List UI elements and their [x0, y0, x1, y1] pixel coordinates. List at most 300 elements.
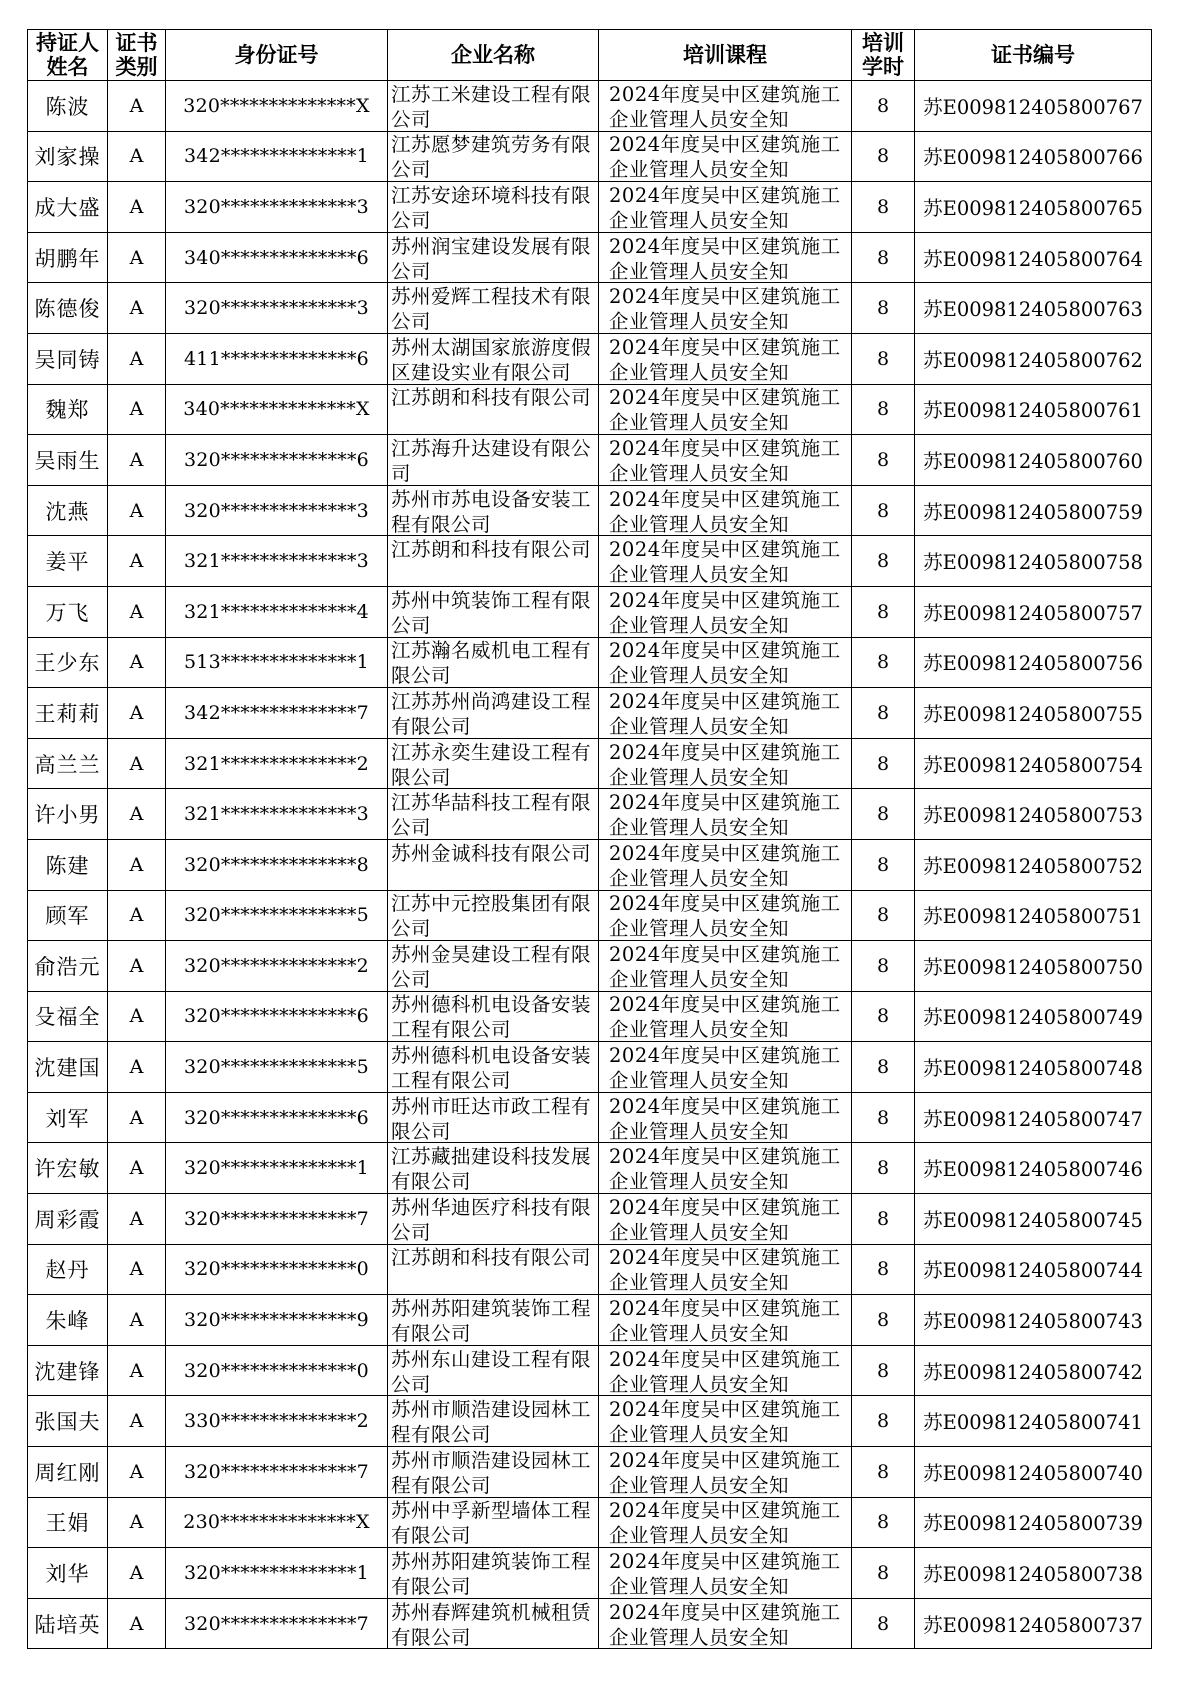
cell-id-number [166, 839, 388, 890]
cell-hours [852, 1042, 915, 1093]
cell-hours-text: 8 [876, 1460, 890, 1483]
cell-id-number [166, 586, 388, 637]
cell-cert-no-text: 苏E009812405800747 [923, 1107, 1143, 1131]
cell-cert-no-text: 苏E009812405800765 [923, 196, 1143, 220]
cell-cert-no [915, 81, 1152, 132]
cell-category-text: A [129, 752, 144, 775]
header-category: 证书 类别 [108, 30, 166, 81]
cell-company-text: 江苏苏州尚鸿建设工程有限公司 [391, 689, 592, 737]
cell-category-text: A [129, 1106, 144, 1129]
cell-hours-text: 8 [876, 701, 890, 724]
table-row [28, 839, 1152, 890]
cell-cert-no [915, 1295, 1152, 1346]
cell-course-text: 2024年度吴中区建筑施工企业管理人员安全知 [609, 1347, 841, 1395]
cell-company-text: 苏州市顺浩建设园林工程有限公司 [391, 1398, 592, 1446]
cell-course [599, 789, 852, 840]
cell-name [28, 1396, 108, 1447]
cell-course [599, 1244, 852, 1295]
cell-course [599, 131, 852, 182]
cell-category-text: A [129, 448, 144, 471]
cell-category [108, 586, 166, 637]
cell-cert-no [915, 1092, 1152, 1143]
table-row [28, 1548, 1152, 1599]
cell-company-text: 苏州苏阳建筑装饰工程有限公司 [391, 1550, 592, 1598]
cell-course [599, 384, 852, 435]
cell-company [388, 536, 599, 587]
cell-course [599, 1042, 852, 1093]
table-row [28, 586, 1152, 637]
cell-id-number-text: 321**************3 [184, 550, 369, 573]
cell-hours-text: 8 [876, 1359, 890, 1382]
cell-category [108, 435, 166, 486]
cell-id-number [166, 1447, 388, 1498]
cell-company [388, 991, 599, 1042]
cell-course [599, 637, 852, 688]
cell-hours [852, 1497, 915, 1548]
cell-cert-no-text: 苏E009812405800766 [923, 146, 1143, 170]
cell-cert-no-text: 苏E009812405800762 [923, 348, 1143, 372]
cell-company-text: 苏州太湖国家旅游度假区建设实业有限公司 [391, 335, 592, 383]
cell-hours [852, 81, 915, 132]
cell-course [599, 435, 852, 486]
cell-company [388, 1548, 599, 1599]
cell-course [599, 991, 852, 1042]
cell-name [28, 283, 108, 334]
cell-course [599, 81, 852, 132]
cell-company-text: 苏州中筑装饰工程有限公司 [391, 588, 592, 636]
cell-category-text: A [129, 398, 144, 421]
cell-hours-text: 8 [876, 803, 890, 826]
cell-cert-no-text: 苏E009812405800752 [923, 854, 1143, 878]
cell-hours-text: 8 [876, 1309, 890, 1332]
cell-name [28, 1497, 108, 1548]
cell-name-text: 沈建锋 [34, 1359, 101, 1384]
cell-name-text: 万飞 [45, 600, 90, 625]
cell-id-number-text: 321**************2 [184, 752, 369, 775]
cell-name-text: 吴同铸 [34, 347, 101, 372]
cell-company-text: 江苏安途环境科技有限公司 [391, 183, 592, 231]
cell-company-text: 苏州中孚新型墙体工程有限公司 [391, 1499, 592, 1547]
cell-company [388, 738, 599, 789]
cell-cert-no [915, 536, 1152, 587]
cell-id-number [166, 1548, 388, 1599]
cell-company [388, 131, 599, 182]
cell-category [108, 789, 166, 840]
cell-id-number-text: 321**************3 [184, 803, 369, 826]
cell-company [388, 637, 599, 688]
table-row [28, 1295, 1152, 1346]
cell-cert-no-text: 苏E009812405800748 [923, 1057, 1143, 1081]
cell-hours-text: 8 [876, 954, 890, 977]
cell-course [599, 485, 852, 536]
cell-category [108, 485, 166, 536]
header-id-number: 身份证号 [166, 30, 388, 81]
cell-cert-no-text: 苏E009812405800758 [923, 551, 1143, 575]
cell-cert-no-text: 苏E009812405800742 [923, 1360, 1143, 1384]
cell-course-text: 2024年度吴中区建筑施工企业管理人员安全知 [609, 133, 841, 181]
cell-course-text: 2024年度吴中区建筑施工企业管理人员安全知 [609, 335, 841, 383]
cell-category-text: A [129, 701, 144, 724]
cell-cert-no [915, 991, 1152, 1042]
cell-cert-no-text: 苏E009812405800746 [923, 1158, 1143, 1182]
cell-name-text: 朱峰 [45, 1309, 90, 1334]
cell-category-text: A [129, 1511, 144, 1534]
cell-course [599, 1295, 852, 1346]
table-row [28, 1447, 1152, 1498]
cell-name [28, 1548, 108, 1599]
cell-name-text: 王少东 [34, 651, 101, 676]
cell-course [599, 1345, 852, 1396]
cell-company [388, 1092, 599, 1143]
table-row [28, 435, 1152, 486]
cell-cert-no [915, 384, 1152, 435]
cell-cert-no-text: 苏E009812405800764 [923, 247, 1143, 271]
cell-name [28, 839, 108, 890]
cell-id-number-text: 320**************3 [184, 195, 369, 218]
cell-company [388, 81, 599, 132]
cell-category-text: A [129, 1309, 144, 1332]
cell-name-text: 殳福全 [34, 1005, 101, 1030]
cell-course-text: 2024年度吴中区建筑施工企业管理人员安全知 [609, 538, 841, 586]
cell-company-text: 苏州市苏电设备安装工程有限公司 [391, 487, 592, 535]
cell-hours-text: 8 [876, 1410, 890, 1433]
cell-category [108, 1396, 166, 1447]
cell-course-text: 2024年度吴中区建筑施工企业管理人员安全知 [609, 1094, 841, 1142]
cell-name [28, 1042, 108, 1093]
cell-cert-no [915, 1548, 1152, 1599]
cell-id-number [166, 131, 388, 182]
cell-name-text: 高兰兰 [34, 752, 101, 777]
cell-cert-no-text: 苏E009812405800743 [923, 1310, 1143, 1334]
cell-category [108, 941, 166, 992]
cell-name [28, 1092, 108, 1143]
cell-category-text: A [129, 803, 144, 826]
table-row [28, 688, 1152, 739]
cell-hours [852, 991, 915, 1042]
cell-cert-no [915, 333, 1152, 384]
cell-course [599, 1497, 852, 1548]
cell-cert-no [915, 283, 1152, 334]
table-row [28, 789, 1152, 840]
cell-course-text: 2024年度吴中区建筑施工企业管理人员安全知 [609, 740, 841, 788]
cell-category-text: A [129, 246, 144, 269]
cell-cert-no-text: 苏E009812405800741 [923, 1411, 1143, 1435]
cell-hours [852, 941, 915, 992]
cell-hours [852, 333, 915, 384]
cell-name [28, 1143, 108, 1194]
cell-name-text: 俞浩元 [34, 954, 101, 979]
cell-id-number-text: 320**************9 [184, 1309, 369, 1332]
cell-id-number [166, 384, 388, 435]
cell-company [388, 1295, 599, 1346]
cell-hours [852, 1396, 915, 1447]
cell-course-text: 2024年度吴中区建筑施工企业管理人员安全知 [609, 1044, 841, 1092]
cell-category [108, 1244, 166, 1295]
cell-hours-text: 8 [876, 651, 890, 674]
cell-name-text: 胡鹏年 [34, 246, 101, 271]
cell-id-number-text: 330**************2 [184, 1410, 369, 1433]
cell-hours-text: 8 [876, 1511, 890, 1534]
cell-hours-text: 8 [876, 297, 890, 320]
header-name: 持证人 姓名 [28, 30, 108, 81]
cell-id-number-text: 320**************7 [184, 1460, 369, 1483]
cell-id-number [166, 1092, 388, 1143]
cell-cert-no [915, 637, 1152, 688]
cell-course-text: 2024年度吴中区建筑施工企业管理人员安全知 [609, 386, 841, 434]
cell-category-text: A [129, 195, 144, 218]
header-course: 培训课程 [599, 30, 852, 81]
cell-hours [852, 131, 915, 182]
cell-company-text: 江苏海升达建设有限公司 [391, 436, 592, 484]
cell-hours [852, 1143, 915, 1194]
cell-course-text: 2024年度吴中区建筑施工企业管理人员安全知 [609, 1398, 841, 1446]
cell-category [108, 536, 166, 587]
cell-company-text: 苏州市顺浩建设园林工程有限公司 [391, 1448, 592, 1496]
cell-hours [852, 1244, 915, 1295]
cell-course-text: 2024年度吴中区建筑施工企业管理人员安全知 [609, 1297, 841, 1345]
cell-hours-text: 8 [876, 1157, 890, 1180]
cell-cert-no-text: 苏E009812405800754 [923, 753, 1143, 777]
cell-id-number-text: 320**************8 [184, 853, 369, 876]
cell-id-number-text: 320**************5 [184, 904, 369, 927]
cell-cert-no [915, 1345, 1152, 1396]
cell-hours-text: 8 [876, 1612, 890, 1635]
cell-hours-text: 8 [876, 600, 890, 623]
table-row [28, 333, 1152, 384]
table-row [28, 1143, 1152, 1194]
cell-course-text: 2024年度吴中区建筑施工企业管理人员安全知 [609, 588, 841, 636]
cell-id-number-text: 320**************1 [184, 1562, 369, 1585]
cell-id-number [166, 1396, 388, 1447]
cell-hours-text: 8 [876, 1056, 890, 1079]
cell-category-text: A [129, 1056, 144, 1079]
cell-hours [852, 839, 915, 890]
cell-hours-text: 8 [876, 1207, 890, 1230]
cell-course [599, 1447, 852, 1498]
cell-hours-text: 8 [876, 853, 890, 876]
cell-course-text: 2024年度吴中区建筑施工企业管理人员安全知 [609, 1246, 841, 1294]
cell-category-text: A [129, 1612, 144, 1635]
cell-id-number [166, 941, 388, 992]
cell-name [28, 789, 108, 840]
table-body [28, 81, 1152, 1649]
cell-name-text: 顾军 [45, 904, 90, 929]
cell-cert-no-text: 苏E009812405800767 [923, 95, 1143, 119]
cell-company-text: 苏州金昊建设工程有限公司 [391, 942, 592, 990]
cell-id-number-text: 320**************2 [184, 954, 369, 977]
cell-category-text: A [129, 1460, 144, 1483]
cell-name [28, 1598, 108, 1649]
cell-hours [852, 182, 915, 233]
cell-course [599, 1143, 852, 1194]
cell-cert-no-text: 苏E009812405800763 [923, 298, 1143, 322]
cell-hours-text: 8 [876, 1258, 890, 1281]
cell-id-number [166, 1345, 388, 1396]
cell-category [108, 991, 166, 1042]
cell-name-text: 刘军 [45, 1106, 90, 1131]
cell-name-text: 王娟 [45, 1511, 90, 1536]
cell-cert-no [915, 738, 1152, 789]
cell-course [599, 232, 852, 283]
cell-course [599, 283, 852, 334]
table-row [28, 991, 1152, 1042]
cell-id-number-text: 342**************1 [184, 145, 369, 168]
cell-name-text: 许小男 [34, 803, 101, 828]
cell-category-text: A [129, 347, 144, 370]
cell-category [108, 1042, 166, 1093]
cell-hours-text: 8 [876, 94, 890, 117]
cell-hours [852, 283, 915, 334]
cell-cert-no [915, 586, 1152, 637]
cell-course-text: 2024年度吴中区建筑施工企业管理人员安全知 [609, 285, 841, 333]
table-row [28, 1244, 1152, 1295]
cell-cert-no-text: 苏E009812405800744 [923, 1259, 1143, 1283]
cell-company-text: 江苏华喆科技工程有限公司 [391, 791, 592, 839]
cell-name [28, 1295, 108, 1346]
cell-category-text: A [129, 853, 144, 876]
cell-hours [852, 1598, 915, 1649]
cell-company-text: 江苏工米建设工程有限公司 [391, 82, 592, 130]
cell-company [388, 1194, 599, 1245]
cell-id-number [166, 485, 388, 536]
cell-hours [852, 1295, 915, 1346]
cell-cert-no-text: 苏E009812405800739 [923, 1512, 1143, 1536]
cell-course-text: 2024年度吴中区建筑施工企业管理人员安全知 [609, 942, 841, 990]
cell-company [388, 182, 599, 233]
cell-name [28, 536, 108, 587]
cell-course-text: 2024年度吴中区建筑施工企业管理人员安全知 [609, 1499, 841, 1547]
cell-company [388, 232, 599, 283]
cell-id-number-text: 320**************X [183, 94, 370, 117]
cell-course [599, 1598, 852, 1649]
cell-company-text: 苏州市旺达市政工程有限公司 [391, 1094, 592, 1142]
cell-id-number-text: 340**************X [183, 398, 370, 421]
cell-id-number [166, 1295, 388, 1346]
cell-cert-no-text: 苏E009812405800750 [923, 955, 1143, 979]
cell-category [108, 333, 166, 384]
cell-company-text: 江苏永奕生建设工程有限公司 [391, 740, 592, 788]
table-row [28, 232, 1152, 283]
cell-category [108, 131, 166, 182]
cell-category-text: A [129, 1410, 144, 1433]
cell-category-text: A [129, 145, 144, 168]
cell-id-number [166, 435, 388, 486]
cell-category [108, 232, 166, 283]
cell-name-text: 周红刚 [34, 1460, 101, 1485]
table-row [28, 131, 1152, 182]
cell-hours [852, 1548, 915, 1599]
cell-category [108, 688, 166, 739]
cell-name [28, 890, 108, 941]
table-row [28, 283, 1152, 334]
cell-category [108, 384, 166, 435]
cell-company [388, 1143, 599, 1194]
cell-cert-no [915, 232, 1152, 283]
cell-company-text: 江苏瀚名威机电工程有限公司 [391, 639, 592, 687]
cell-id-number-text: 321**************4 [184, 600, 369, 623]
cell-name [28, 182, 108, 233]
header-cert-no: 证书编号 [915, 30, 1152, 81]
cell-category-text: A [129, 550, 144, 573]
table-row [28, 182, 1152, 233]
cell-course-text: 2024年度吴中区建筑施工企业管理人员安全知 [609, 1448, 841, 1496]
cell-category [108, 1194, 166, 1245]
cell-course-text: 2024年度吴中区建筑施工企业管理人员安全知 [609, 82, 841, 130]
cell-id-number [166, 1244, 388, 1295]
cell-id-number [166, 991, 388, 1042]
cell-id-number [166, 637, 388, 688]
cell-hours-text: 8 [876, 347, 890, 370]
cell-category-text: A [129, 600, 144, 623]
cell-cert-no-text: 苏E009812405800756 [923, 652, 1143, 676]
cell-hours [852, 890, 915, 941]
header-row [28, 30, 1152, 81]
cell-cert-no-text: 苏E009812405800745 [923, 1208, 1143, 1232]
cell-cert-no-text: 苏E009812405800759 [923, 500, 1143, 524]
cell-category-text: A [129, 94, 144, 117]
cell-company [388, 384, 599, 435]
cell-id-number [166, 333, 388, 384]
cell-name [28, 333, 108, 384]
cell-name-text: 姜平 [45, 550, 90, 575]
cell-category-text: A [129, 1359, 144, 1382]
cell-company [388, 941, 599, 992]
cell-company [388, 435, 599, 486]
cell-name-text: 陈德俊 [34, 297, 101, 322]
cell-name [28, 485, 108, 536]
cell-name-text: 成大盛 [34, 195, 101, 220]
table-row [28, 81, 1152, 132]
header-company: 企业名称 [388, 30, 599, 81]
cell-cert-no [915, 1042, 1152, 1093]
cell-name-text: 陈波 [45, 94, 90, 119]
cell-category-text: A [129, 651, 144, 674]
cell-company-text: 苏州爱辉工程技术有限公司 [391, 285, 592, 333]
cell-company [388, 1396, 599, 1447]
cell-course [599, 738, 852, 789]
cell-cert-no-text: 苏E009812405800751 [923, 905, 1143, 929]
cell-company-text: 苏州润宝建设发展有限公司 [391, 234, 592, 282]
cell-company-text: 苏州德科机电设备安装工程有限公司 [391, 1044, 592, 1092]
cell-category [108, 1598, 166, 1649]
cell-cert-no-text: 苏E009812405800749 [923, 1006, 1143, 1030]
cell-cert-no [915, 435, 1152, 486]
cell-name [28, 941, 108, 992]
cell-course-text: 2024年度吴中区建筑施工企业管理人员安全知 [609, 791, 841, 839]
cell-cert-no [915, 941, 1152, 992]
cell-id-number-text: 340**************6 [184, 246, 369, 269]
cell-hours [852, 586, 915, 637]
cell-id-number-text: 320**************0 [184, 1258, 369, 1281]
cell-category [108, 1295, 166, 1346]
cell-company-text: 江苏藏拙建设科技发展有限公司 [391, 1145, 592, 1193]
cell-course [599, 182, 852, 233]
cell-course-text: 2024年度吴中区建筑施工企业管理人员安全知 [609, 639, 841, 687]
cell-company-text: 苏州华迪医疗科技有限公司 [391, 1195, 592, 1243]
cell-name [28, 384, 108, 435]
cell-company [388, 333, 599, 384]
cell-cert-no-text: 苏E009812405800740 [923, 1461, 1143, 1485]
cell-category-text: A [129, 1005, 144, 1028]
cell-id-number-text: 230**************X [183, 1511, 370, 1534]
cell-course-text: 2024年度吴中区建筑施工企业管理人员安全知 [609, 1550, 841, 1598]
cell-hours-text: 8 [876, 1106, 890, 1129]
cell-name-text: 周彩霞 [34, 1207, 101, 1232]
table-row [28, 941, 1152, 992]
cell-name-text: 许宏敏 [34, 1157, 101, 1182]
cell-name-text: 陈建 [45, 853, 90, 878]
cell-cert-no [915, 1396, 1152, 1447]
